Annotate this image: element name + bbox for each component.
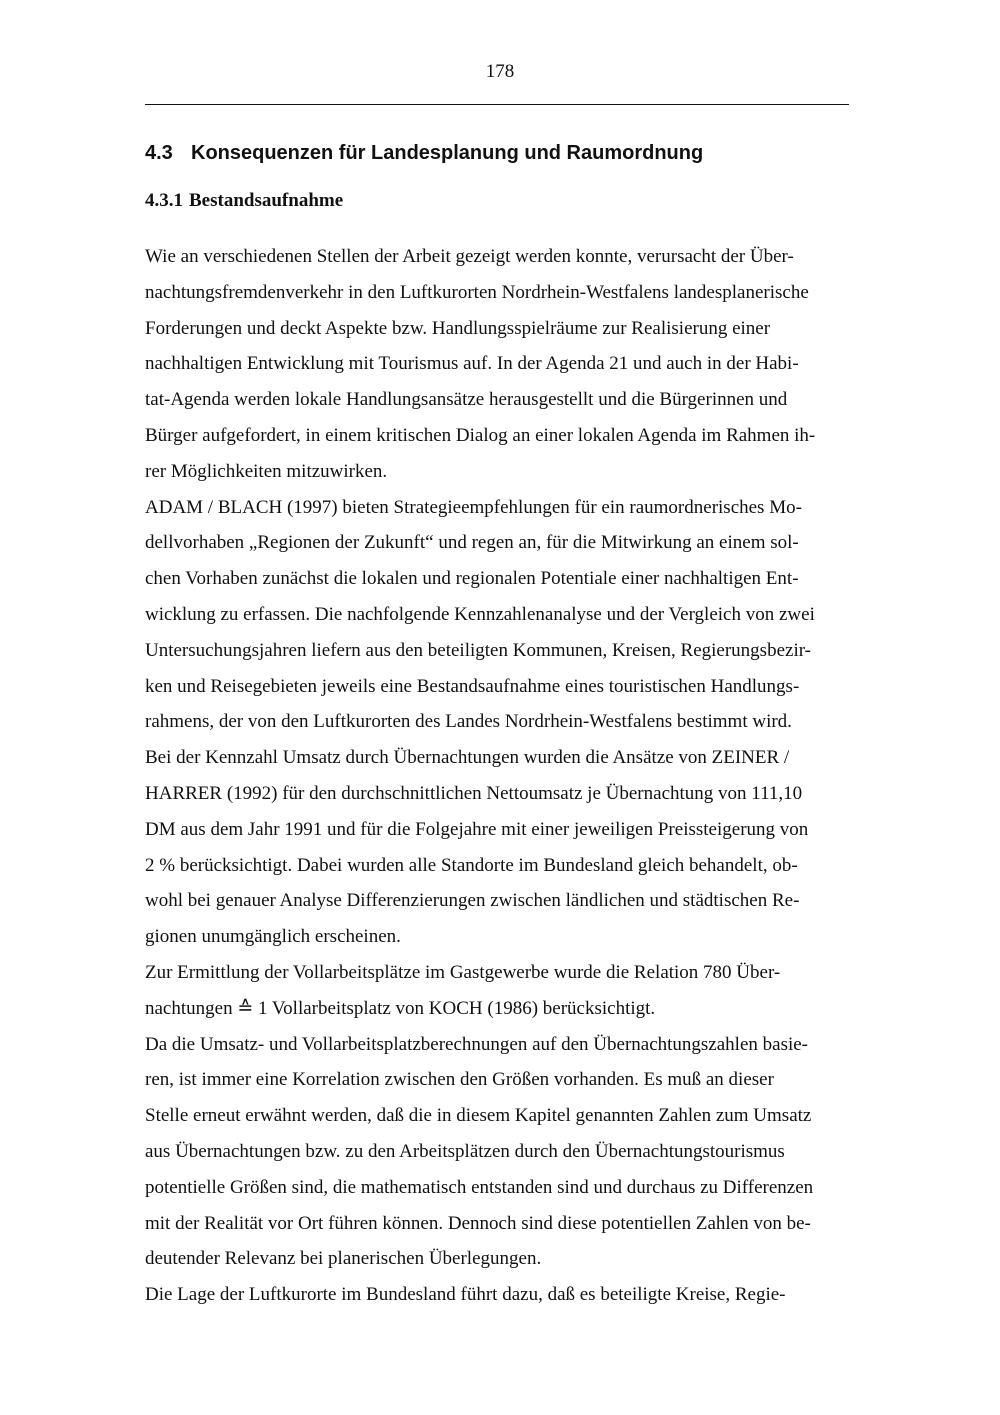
text-line: Wie an verschiedenen Stellen der Arbeit gezeigt werden konnte, verursacht der Über- — [145, 246, 794, 267]
text-line: wicklung zu erfassen. Die nachfolgende Kennzahlenanalyse und der Vergleich von zwei — [145, 603, 815, 625]
section-title: Konsequenzen für Landesplanung und Raumordnung — [191, 142, 704, 164]
text-line: nachtungsfremdenverkehr in den Luftkurorten Nordrhein-Westfalens landesplanerische — [145, 281, 809, 303]
header-rule — [145, 104, 849, 105]
body-text — [145, 239, 860, 1313]
text-line: Zur Ermittlung der Vollarbeitsplätze im Gastgewerbe wurde die Relation 780 Über- — [145, 961, 781, 983]
text-line: chen Vorhaben zunächst die lokalen und regionalen Potentiale einer nachhaltigen Ent- — [145, 568, 799, 590]
text-line: deutender Relevanz bei planerischen Überlegungen. — [145, 1248, 542, 1270]
text-line: nachhaltigen Entwicklung mit Tourismus auf. In der Agenda 21 und auch in der Habi- — [145, 353, 799, 375]
text-line: wohl bei genauer Analyse Differenzierungen zwischen ländlichen und städtischen Re- — [145, 890, 800, 912]
page-number: 178 — [485, 61, 515, 82]
text-line: nachtungen ≙ 1 Vollarbeitsplatz von KOCH (1986) berücksichtigt. — [145, 997, 656, 1019]
text-line: ren, ist immer eine Korrelation zwischen den Größen vorhanden. Es muß an dieser — [145, 1069, 774, 1091]
subsection-title: Bestandsaufnahme — [189, 190, 344, 211]
text-line: aus Übernachtungen bzw. zu den Arbeitsplätzen durch den Übernachtungstourismus — [145, 1140, 785, 1162]
text-line: mit der Realität vor Ort führen können. Dennoch sind diese potentiellen Zahlen von be- — [145, 1212, 811, 1234]
text-line: Stelle erneut erwähnt werden, daß die in diesem Kapitel genannten Zahlen zum Umsatz — [145, 1105, 812, 1127]
text-line: dellvorhaben „Regionen der Zukunft“ und regen an, für die Mitwirkung an einem sol- — [145, 532, 799, 554]
text-line: rer Möglichkeiten mitzuwirken. — [145, 460, 388, 482]
text-line: DM aus dem Jahr 1991 und für die Folgejahre mit einer jeweiligen Preissteigerung von — [145, 818, 809, 840]
text-line: tat-Agenda werden lokale Handlungsansätze herausgestellt und die Bürgerinnen und — [145, 389, 788, 411]
section-number: 4.3 — [145, 142, 173, 164]
section-heading — [145, 140, 855, 166]
text-line: Forderungen und deckt Aspekte bzw. Handlungsspielräume zur Realisierung einer — [145, 317, 771, 339]
text-line: ADAM / BLACH (1997) bieten Strategieempfehlungen für ein raumordnerisches Mo- — [145, 496, 802, 518]
text-line: Bürger aufgefordert, in einem kritischen Dialog an einer lokalen Agenda im Rahmen ih- — [145, 424, 816, 446]
text-line: potentielle Größen sind, die mathematisch entstanden sind und durchaus zu Differenzen — [145, 1176, 814, 1198]
subsection-number: 4.3.1 — [145, 190, 183, 211]
text-line: Bei der Kennzahl Umsatz durch Übernachtungen wurden die Ansätze von ZEINER / — [145, 747, 790, 769]
text-line: ken und Reisegebieten jeweils eine Bestandsaufnahme eines touristischen Handlungs- — [145, 675, 800, 697]
text-line: gionen unumgänglich erscheinen. — [145, 926, 401, 948]
text-line: rahmens, der von den Luftkurorten des Landes Nordrhein-Westfalens bestimmt wird. — [145, 711, 792, 733]
text-line: Untersuchungsjahren liefern aus den beteiligten Kommunen, Kreisen, Regierungsbezir- — [145, 639, 811, 661]
subsection-heading — [145, 189, 855, 213]
text-line: Die Lage der Luftkurorte im Bundesland führt dazu, daß es beteiligte Kreise, Regie- — [145, 1284, 786, 1306]
text-line: 2 % berücksichtigt. Dabei wurden alle Standorte im Bundesland gleich behandelt, ob- — [145, 854, 798, 876]
text-line: HARRER (1992) für den durchschnittlichen Nettoumsatz je Übernachtung von 111,10 — [145, 782, 803, 804]
text-line: Da die Umsatz- und Vollarbeitsplatzberechnungen auf den Übernachtungszahlen basie- — [145, 1033, 809, 1055]
